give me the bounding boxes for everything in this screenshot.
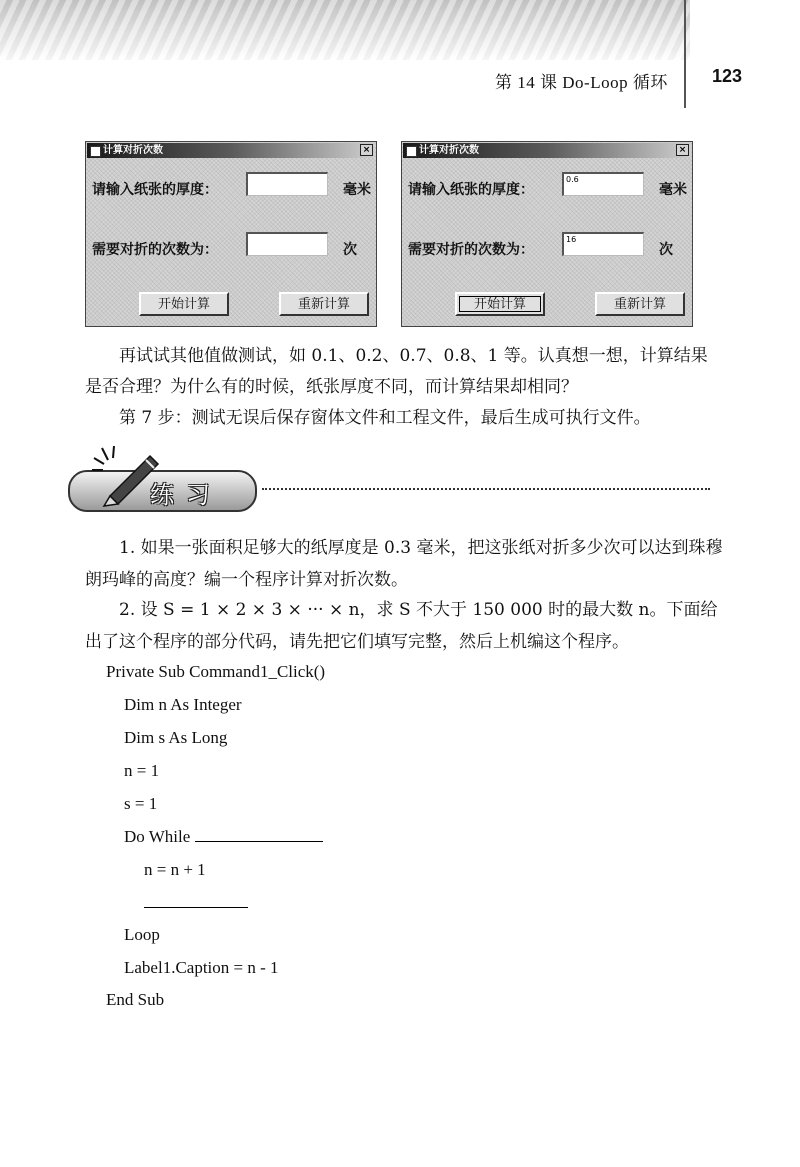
code-line-n-init: n = 1	[124, 761, 160, 780]
test-instructions-paragraph: 再试试其他值做测试，如 0.1、0.2、0.7、0.8、1 等。认真想一想，计算结果是否合理？为什么有的时候，纸张厚度不同，而计算结果却相同？	[85, 346, 708, 397]
code-line-caption: Label1.Caption = n - 1	[124, 958, 279, 977]
window-app-icon	[406, 146, 417, 157]
code-line-dim-n: Dim n As Integer	[124, 695, 242, 714]
exercise-2: 2. 设 S = 1 × 2 × 3 × ··· × n，求 S 不大于 150 000 时的最大数 n。下面给出了这个程序的部分代码，请先把它们填写完整，然后上机编这个程序。	[85, 600, 718, 652]
window-app-icon	[90, 146, 101, 157]
header-decoration	[0, 0, 690, 60]
fold-calc-window-result	[401, 141, 693, 327]
code-line-do-while	[124, 827, 323, 847]
fold-count-unit: 次	[343, 242, 357, 258]
code-line-dim-s: Dim s As Long	[124, 728, 228, 747]
loop-body-blank	[144, 906, 248, 908]
do-while-keyword: Do While	[124, 827, 195, 846]
header-divider	[684, 0, 686, 108]
page-number: 123	[712, 66, 743, 86]
code-line-end-sub: End Sub	[106, 990, 165, 1009]
start-calc-button[interactable]: 开始计算	[455, 292, 545, 316]
thickness-label: 请输入纸张的厚度：	[92, 182, 218, 198]
fold-count-output[interactable]: 16	[562, 232, 644, 256]
code-line-loop: Loop	[124, 925, 160, 944]
start-calc-button[interactable]: 开始计算	[139, 292, 229, 316]
fold-count-output[interactable]	[246, 232, 328, 256]
do-while-blank	[195, 840, 323, 842]
thickness-input[interactable]: 0.6	[562, 172, 644, 196]
reset-calc-button[interactable]: 重新计算	[279, 292, 369, 316]
code-line-sub: Private Sub Command1_Click()	[106, 662, 326, 681]
close-icon[interactable]: ×	[360, 144, 373, 156]
pencil-icon	[92, 446, 164, 508]
code-line-blank	[144, 893, 248, 913]
thickness-unit: 毫米	[343, 182, 371, 198]
chapter-title: 第 14 课 Do-Loop 循环	[495, 73, 668, 92]
thickness-unit: 毫米	[659, 182, 687, 198]
fold-count-unit: 次	[659, 242, 673, 258]
code-line-increment: n = n + 1	[144, 860, 206, 879]
window-title: 计算对折次数	[103, 145, 163, 156]
fold-count-label: 需要对折的次数为：	[408, 242, 534, 258]
fold-count-label: 需要对折的次数为：	[92, 242, 218, 258]
close-icon[interactable]: ×	[676, 144, 689, 156]
window-titlebar[interactable]	[87, 143, 375, 158]
exercise-1: 1. 如果一张面积足够大的纸厚度是 0.3 毫米，把这张纸对折多少次可以达到珠穆朗玛峰的高度？编一个程序计算对折次数。	[85, 538, 723, 590]
reset-calc-button[interactable]: 重新计算	[595, 292, 685, 316]
window-title: 计算对折次数	[419, 145, 479, 156]
practice-divider	[262, 488, 710, 490]
thickness-input[interactable]	[246, 172, 328, 196]
step-7-paragraph: 第 7 步：测试无误后保存窗体文件和工程文件，最后生成可执行文件。	[119, 408, 651, 428]
practice-title: 练习	[150, 481, 222, 509]
fold-calc-window-empty	[85, 141, 377, 327]
thickness-label: 请输入纸张的厚度：	[408, 182, 534, 198]
code-line-s-init: s = 1	[124, 794, 158, 813]
window-titlebar[interactable]	[403, 143, 691, 158]
